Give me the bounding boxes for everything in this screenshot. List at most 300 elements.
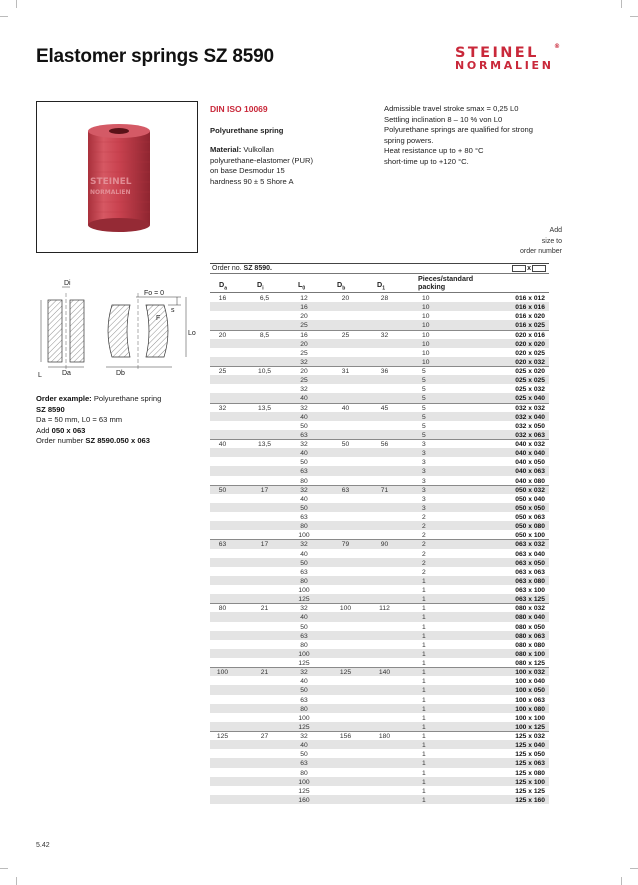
cell-packing: 1 [422, 650, 426, 658]
table-header [210, 274, 549, 293]
table-row [210, 466, 549, 475]
cell-size-code: 040 x 032 [515, 441, 545, 448]
cell-l0: 125 [298, 787, 310, 795]
cell-size-code: 020 x 032 [515, 358, 545, 366]
cell-da: 40 [218, 441, 227, 448]
order-example-number-value: SZ 8590.050 x 063 [85, 436, 150, 445]
cell-l0: 50 [300, 687, 308, 695]
photo-print-line-1: STEINEL [90, 177, 132, 187]
table-row [210, 457, 549, 466]
cell-size-code: 125 x 032 [515, 733, 545, 740]
cell-l0: 32 [300, 541, 308, 549]
order-example-add-value: 050 x 063 [51, 425, 86, 435]
cell-packing: 10 [422, 331, 430, 339]
cell-packing: 5 [422, 422, 426, 430]
cell-packing: 1 [422, 696, 426, 704]
cell-packing: 1 [422, 623, 426, 631]
cell-packing: 2 [422, 550, 426, 558]
table-row [210, 594, 549, 603]
cell-packing: 1 [422, 705, 426, 713]
cell-packing: 1 [422, 614, 426, 622]
note-line: Heat resistance up to + 80 °C [384, 146, 484, 155]
cell-d1: 71 [380, 486, 389, 494]
cell-size-code: 040 x 040 [515, 450, 545, 458]
cell-size-code: 050 x 040 [515, 495, 545, 503]
material-description [210, 145, 375, 187]
header-packing [418, 275, 473, 291]
cell-size-code: 100 x 080 [515, 705, 545, 713]
cell-size-code: 040 x 080 [515, 477, 545, 485]
diagram-label-di: Di [64, 280, 71, 287]
cell-packing: 1 [422, 760, 426, 768]
table-row [210, 439, 549, 448]
cell-l0: 80 [300, 705, 308, 713]
header-db-sub: b [342, 285, 346, 292]
table-row [210, 384, 549, 393]
cell-l0: 63 [300, 696, 308, 704]
cell-l0: 80 [300, 769, 308, 777]
add-size-note [470, 226, 562, 258]
order-example-number-label: Order number [36, 436, 86, 445]
cell-db: 25 [341, 331, 350, 339]
cell-size-code: 032 x 040 [515, 413, 545, 421]
cell-packing: 3 [422, 495, 426, 503]
cell-packing: 3 [422, 468, 426, 476]
cell-size-code: 016 x 025 [515, 322, 545, 330]
cell-packing: 1 [422, 587, 426, 594]
photo-print-line-2: NORMALIEN [90, 189, 131, 196]
cell-da: 25 [218, 368, 227, 375]
cell-packing: 10 [422, 349, 430, 357]
order-example-dims: Da = 50 mm, L0 = 63 mm [36, 415, 123, 424]
table-row [210, 640, 549, 649]
header-d1-text: D [377, 280, 383, 289]
table-row [210, 521, 549, 530]
cell-packing: 1 [422, 641, 426, 649]
cell-size-code: 025 x 020 [515, 368, 545, 375]
cell-da: 100 [216, 669, 229, 677]
cell-size-code: 025 x 025 [515, 377, 545, 385]
table-row [210, 412, 549, 421]
standard-label: DIN ISO 10069 [210, 104, 268, 114]
cell-size-code: 063 x 063 [515, 568, 545, 576]
logo-line-2: NORMALIEN [455, 59, 554, 72]
diagram-label-lo: Lo [188, 330, 196, 337]
cell-size-code: 040 x 050 [515, 459, 545, 467]
cell-packing: 3 [422, 486, 426, 494]
cell-l0: 20 [300, 313, 308, 321]
cell-packing: 1 [422, 769, 426, 777]
material-line [210, 145, 375, 156]
table-row [210, 704, 549, 713]
cell-db: 31 [341, 368, 350, 375]
table-row [210, 603, 549, 612]
table-row [210, 357, 549, 366]
cell-l0: 63 [300, 468, 308, 476]
cell-size-code: 100 x 032 [515, 669, 545, 677]
cell-l0: 40 [300, 395, 308, 403]
note-line: Admissible travel stroke smax = 0,25 L0 [384, 104, 519, 113]
cell-l0: 100 [298, 587, 310, 594]
cell-packing: 5 [422, 413, 426, 421]
cell-l0: 63 [300, 514, 308, 521]
cell-l0: 63 [300, 632, 308, 640]
cell-size-code: 063 x 050 [515, 559, 545, 567]
cell-d1: 28 [380, 295, 389, 302]
table-row [210, 348, 549, 357]
cell-packing: 1 [422, 733, 426, 740]
cell-di: 10,5 [257, 368, 272, 375]
cell-l0: 63 [300, 568, 308, 576]
cell-packing: 5 [422, 404, 426, 412]
cell-d1: 90 [380, 541, 389, 549]
diagram-drawing [36, 275, 198, 385]
trim-mark-top-left [0, 16, 8, 17]
cell-l0: 32 [300, 486, 308, 494]
cell-d1: 36 [380, 368, 389, 375]
cell-packing: 3 [422, 477, 426, 485]
header-di [257, 280, 264, 291]
logo-line-1: STEINEL [455, 45, 539, 61]
cell-l0: 40 [300, 450, 308, 458]
table-row [210, 567, 549, 576]
diagram-label-f: F [156, 315, 161, 322]
note-line: short-time up to +120 °C. [384, 156, 469, 166]
cell-packing: 2 [422, 532, 426, 540]
table-row [210, 667, 549, 676]
cell-size-code: 100 x 100 [515, 714, 545, 722]
cell-packing: 5 [422, 368, 426, 375]
cell-d1: 112 [379, 605, 390, 613]
order-example-number [36, 436, 206, 447]
cell-packing: 2 [422, 541, 426, 549]
cell-packing: 5 [422, 395, 426, 403]
cell-di: 17 [260, 486, 269, 494]
cell-packing: 2 [422, 514, 426, 521]
cell-da: 20 [218, 331, 227, 339]
cell-di: 8,5 [259, 331, 270, 339]
cell-packing: 3 [422, 504, 426, 512]
material-line: polyurethane-elastomer (PUR) [210, 155, 313, 165]
order-number-label [212, 264, 272, 273]
cell-l0: 32 [300, 441, 308, 448]
cell-packing: 1 [422, 669, 426, 677]
cell-size-code: 050 x 080 [515, 523, 545, 531]
cell-l0: 100 [298, 714, 310, 722]
table-row [210, 476, 549, 485]
order-example-label: Order example: [36, 394, 92, 403]
cell-size-code: 016 x 020 [515, 313, 545, 321]
cell-packing: 10 [422, 295, 430, 302]
cell-packing: 1 [422, 632, 426, 640]
header-db-text: D [337, 280, 343, 289]
header-di-sub: i [262, 285, 264, 292]
table-row [210, 749, 549, 758]
cell-size-code: 032 x 032 [515, 404, 545, 412]
header-d1 [377, 280, 385, 291]
cell-d1: 56 [380, 441, 389, 448]
table-row [210, 330, 549, 339]
cell-l0: 16 [300, 331, 308, 339]
header-di-text: D [257, 280, 263, 289]
trim-mark-bottom-right-v [621, 877, 622, 885]
cell-db: 40 [341, 404, 350, 412]
header-l0-sub: 0 [302, 285, 306, 292]
cell-size-code: 020 x 020 [515, 340, 545, 348]
cell-size-code: 016 x 016 [515, 304, 545, 312]
cell-db: 50 [341, 441, 350, 448]
table-row [210, 339, 549, 348]
order-example-add-label: Add [36, 425, 52, 435]
cell-packing: 2 [422, 523, 426, 531]
brand-logo [453, 43, 561, 74]
material-title: Polyurethane spring [210, 126, 284, 135]
table-row [210, 320, 549, 329]
cell-l0: 20 [300, 368, 308, 375]
table-row [210, 293, 549, 302]
cell-di: 13,5 [257, 404, 272, 412]
cell-size-code: 125 x 160 [515, 796, 545, 804]
cell-l0: 63 [300, 431, 308, 439]
cell-size-code: 025 x 040 [515, 395, 545, 403]
cell-db: 156 [339, 733, 352, 740]
cell-packing: 10 [422, 313, 430, 321]
cell-size-code: 125 x 063 [515, 760, 545, 768]
add-size-line: order number [519, 248, 562, 255]
header-packing-line-1: Pieces/standard [418, 274, 474, 283]
table-row [210, 622, 549, 631]
table-row [210, 612, 549, 621]
cell-size-code: 125 x 100 [515, 778, 545, 786]
trim-mark-top-right [630, 16, 638, 17]
cell-size-code: 080 x 100 [515, 650, 545, 658]
registered-mark: ® [554, 43, 560, 50]
cell-db: 100 [339, 605, 352, 613]
cell-size-code: 080 x 032 [515, 605, 545, 613]
cell-size-code: 020 x 025 [515, 349, 545, 357]
cell-l0: 40 [300, 614, 308, 622]
cell-size-code: 100 x 050 [515, 687, 545, 695]
cell-size-code: 080 x 050 [515, 623, 545, 631]
cell-di: 13,5 [257, 441, 272, 448]
diagram-label-l: L [38, 372, 42, 379]
cell-l0: 25 [300, 322, 308, 330]
header-da [219, 280, 227, 291]
cell-packing: 5 [422, 386, 426, 394]
spring-dimension-diagram [36, 275, 198, 385]
header-packing-line-2: packing [418, 282, 446, 291]
table-row [210, 375, 549, 384]
cell-da: 16 [218, 295, 227, 302]
cell-packing: 1 [422, 577, 426, 585]
table-row [210, 530, 549, 539]
trim-mark-bottom-right [630, 868, 638, 869]
table-row [210, 539, 549, 548]
cell-packing: 10 [422, 340, 430, 348]
cell-da: 63 [218, 541, 227, 549]
cell-d1: 45 [380, 404, 389, 412]
material-line: on base Desmodur 15 [210, 166, 285, 175]
cell-packing: 1 [422, 714, 426, 722]
material-line: hardness 90 ± 5 Shore A [210, 176, 294, 186]
cell-packing: 1 [422, 596, 426, 604]
table-row [210, 685, 549, 694]
table-body [210, 293, 549, 804]
cell-l0: 40 [300, 413, 308, 421]
order-example-code [36, 405, 206, 416]
cell-db: 63 [341, 486, 350, 494]
cell-size-code: 020 x 016 [515, 331, 545, 339]
cell-packing: 1 [422, 723, 426, 731]
cell-l0: 32 [300, 605, 308, 613]
header-da-text: D [219, 280, 225, 289]
cell-size-code: 080 x 125 [515, 660, 545, 667]
cell-size-code: 063 x 040 [515, 550, 545, 558]
table-row [210, 576, 549, 585]
cell-size-code: 063 x 125 [515, 596, 545, 604]
diagram-label-s: s [171, 307, 175, 314]
size-box-x: x [527, 265, 531, 272]
cell-size-code: 063 x 032 [515, 541, 545, 549]
size-box-a [512, 265, 526, 272]
header-l0 [298, 280, 305, 291]
cell-di: 27 [260, 733, 269, 740]
cell-packing: 2 [422, 568, 426, 576]
cell-size-code: 032 x 063 [515, 431, 545, 439]
table-row [210, 485, 549, 494]
cell-l0: 32 [300, 386, 308, 394]
cell-size-code: 125 x 125 [515, 787, 545, 795]
order-example-code-value: SZ 8590 [36, 404, 65, 414]
cell-di: 17 [260, 541, 269, 549]
cell-size-code: 100 x 063 [515, 696, 545, 704]
order-example-add [36, 426, 206, 437]
cell-l0: 80 [300, 523, 308, 531]
table-row [210, 768, 549, 777]
cell-size-code: 080 x 063 [515, 632, 545, 640]
add-size-line: Add [549, 227, 562, 234]
cell-packing: 5 [422, 431, 426, 439]
header-d1-sub: 1 [382, 285, 385, 292]
trim-mark-top-right-v [621, 0, 622, 8]
cell-l0: 50 [300, 623, 308, 631]
cell-db: 79 [341, 541, 350, 549]
cell-packing: 1 [422, 796, 426, 804]
table-row [210, 649, 549, 658]
cell-l0: 32 [300, 733, 308, 740]
spring-photo-image [37, 102, 197, 252]
order-no-text: Order no. [212, 265, 242, 272]
cell-d1: 140 [378, 669, 391, 677]
cell-l0: 25 [300, 349, 308, 357]
cell-l0: 40 [300, 495, 308, 503]
material-value: Vulkollan [243, 145, 274, 154]
cell-da: 32 [218, 404, 227, 412]
cell-packing: 1 [422, 742, 426, 750]
table-row [210, 311, 549, 320]
cell-l0: 50 [300, 751, 308, 759]
technical-notes [384, 104, 559, 167]
cell-packing: 10 [422, 304, 430, 312]
cell-l0: 100 [298, 778, 310, 786]
table-row [210, 448, 549, 457]
table-row [210, 658, 549, 667]
cell-size-code: 125 x 050 [515, 751, 545, 759]
cell-packing: 5 [422, 377, 426, 385]
cell-l0: 20 [300, 340, 308, 348]
cell-packing: 1 [422, 605, 426, 613]
order-example [36, 394, 206, 447]
diagram-label-da: Da [62, 370, 71, 377]
cell-l0: 100 [298, 532, 310, 540]
cell-size-code: 050 x 100 [515, 532, 545, 540]
order-example-title [36, 394, 206, 405]
table-row [210, 777, 549, 786]
product-photo-frame [36, 101, 198, 253]
table-row [210, 722, 549, 731]
cell-l0: 32 [300, 358, 308, 366]
table-row [210, 549, 549, 558]
cell-size-code: 050 x 032 [515, 486, 545, 494]
cell-db: 20 [341, 295, 350, 302]
cell-di: 21 [260, 605, 269, 613]
table-row [210, 631, 549, 640]
cell-size-code: 080 x 040 [515, 614, 545, 622]
add-size-line: size to [541, 237, 562, 245]
order-number-row [210, 263, 549, 274]
cell-l0: 50 [300, 504, 308, 512]
trim-mark-bottom-left [0, 868, 8, 869]
order-size-boxes [512, 265, 546, 272]
cell-db: 125 [339, 669, 352, 677]
cell-size-code: 063 x 080 [515, 577, 545, 585]
cell-packing: 2 [422, 559, 426, 567]
cell-l0: 80 [300, 477, 308, 485]
table-row [210, 731, 549, 740]
cell-packing: 1 [422, 687, 426, 695]
cell-l0: 40 [300, 550, 308, 558]
table-row [210, 713, 549, 722]
table-row [210, 740, 549, 749]
cell-packing: 1 [422, 787, 426, 795]
header-da-sub: a [224, 285, 227, 292]
cell-l0: 32 [300, 669, 308, 677]
table-row [210, 695, 549, 704]
table-row [210, 676, 549, 685]
cell-size-code: 100 x 125 [515, 723, 545, 731]
material-label: Material: [210, 145, 242, 154]
cell-l0: 125 [298, 660, 310, 667]
cell-size-code: 032 x 050 [515, 422, 545, 430]
cell-di: 6,5 [259, 295, 270, 302]
order-example-label-rest: Polyurethane spring [91, 394, 162, 403]
cell-size-code: 050 x 063 [515, 514, 545, 521]
table-row [210, 795, 549, 804]
table-row [210, 758, 549, 767]
cell-l0: 32 [300, 404, 308, 412]
sizes-table [210, 263, 549, 804]
cell-da: 125 [216, 733, 229, 740]
table-row [210, 585, 549, 594]
table-row [210, 430, 549, 439]
cell-l0: 25 [300, 377, 308, 385]
cell-l0: 100 [298, 650, 310, 658]
cell-l0: 50 [300, 422, 308, 430]
header-db [337, 280, 345, 291]
cell-size-code: 125 x 040 [515, 742, 545, 750]
cell-size-code: 016 x 012 [515, 295, 545, 302]
table-row [210, 366, 549, 375]
